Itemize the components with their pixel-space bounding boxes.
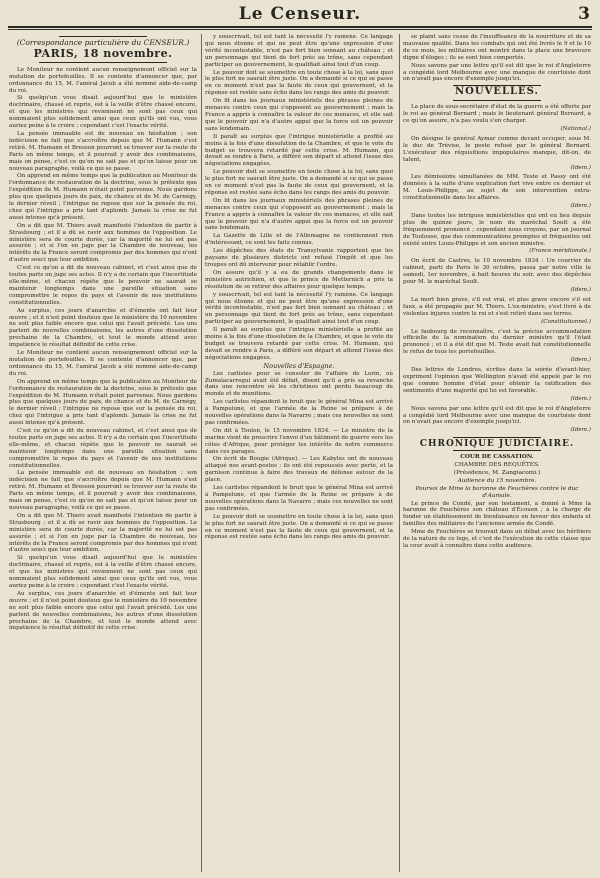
article-paragraph: On apprend en même temps que la publication au Moniteur de l'ordonnance de restauration de la doctrine, sous le prétexte que l'expédition de M. Humann n'était point parvenue. Nous gardons plus que quelques jours de paix, de chance et de M. de Carnégy, le dernier réveil ; l'intrigue ne repose que sur la pensée du roi, chez qui l'intrigue a pris tant d'aplomb. Jamais la crise ne fut aussi intense qu'à présent. — [9, 173, 197, 221]
column-divider — [201, 34, 202, 872]
article-paragraph: Le pouvoir doit se soumettre en toute chose à la loi, sans quoi le plus fort ne saurait être juste. On a demandé si ce qui se passe en ce moment n'est pas la faute de ceux qui gouvernent, et la réponse est restée sans écho dans les rangs des amis du pouvoir. — [205, 169, 393, 196]
article-paragraph: Les carlistes répandent le bruit que le général Mina est arrivé à Pampelune, et que l'armée de la Reine se prépare à de nouvelles opérations dans la Navarre ; mais ces nouvelles ne sont pas confirmées. — [205, 399, 393, 426]
section-heading: Nouvelles d'Espagne. — [263, 361, 335, 370]
news-source: (Idem.) — [570, 287, 591, 293]
news-item: Dans toutes les intrigues ministérielles qui ont eu lieu depuis plus de quinze jours, le nom du maréchal Soult a été fréquemment prononcé ; cependant nous croyons, par un journal de Toulouse, que des communications promptes et fréquentes ont existé entre Louis-Philippe et son ancien ministre. — [403, 212, 591, 247]
article-paragraph: Il paraît au surplus que l'intrigue ministérielle a profité au moins à la fois d'une dissolution de la Chambre, et que le vote du budget se trouvera retardé par cette crise. M. Humann, qui devait se rendre à Paris, a différé son départ et attend l'issue des négociations engagées. — [205, 327, 393, 361]
article-paragraph: On a dit que M. Thiers avait manifesté l'intention de partir à Strasbourg ; et il a dû se ravir aux hommes de l'opposition. Le ministère sera de courte durée, car la majorité ne lui est pas assurée ; et si l'on en juge par la Chambre de nouveau, les intérêts de la France seront compromis par des hommes qui n'ont d'autre souci que leur ambition. — [9, 512, 197, 554]
news-item: On écrit de Castres, le 10 novembre 1834 : Un courrier de cabinet, parti de Paris le 30 octobre, passa par notre ville le samedi, 1er novembre, à huit heures du soir, avec des dépêches pour M. le maréchal Soult. — [403, 258, 591, 286]
column-divider — [399, 34, 400, 872]
article-paragraph: Il paraît au surplus que l'intrigue ministérielle a profité au moins à la fois d'une dissolution de la Chambre, et que le vote du budget se trouvera retardé par cette crise. M. Humann, qui devait se rendre à Paris, a différé son départ et attend l'issue des négociations engagées. — [205, 133, 393, 168]
page-number: 3 — [578, 4, 590, 24]
hearing-date: Audience du 15 novembre. — [457, 477, 537, 484]
news-item: Nous savons par une lettre qu'il est dit que le roi d'Angleterre a congédié lord Melbourne avec une manque de courtoisie dont on n'avait pas encore d'exemple jusqu'ici. — [403, 405, 591, 426]
column-1 — [9, 34, 197, 872]
column-3 — [403, 34, 591, 872]
divider — [453, 100, 541, 101]
masthead-rule — [8, 26, 592, 28]
news-source: (Idem.) — [570, 395, 591, 402]
article-paragraph: C'est ce qu'on a dit du nouveau cabinet, et c'est ainsi que de toutes parts on juge ses actes. Il n'y a de certain que l'incertitude elle-même, et chacun répète que le pouvoir ne saurait se maintenir longtemps dans une pareille situation sans compromettre le repos du pays et l'avenir de nos institutions constitutionnelles. — [9, 265, 197, 306]
dateline: PARIS, 18 novembre. — [33, 46, 173, 60]
case-title: Pourvoi de Mme la baronne de Feuchères contre le duc d'Aumale. — [415, 485, 579, 499]
news-source: (Idem.) — [570, 164, 591, 171]
news-item: On désigne le général Aymar comme devant occuper, sous M. le duc de Trévise, le poste refusé par le général Bernard. L'exécuteur des réquisitions impopulaires manque, dit-on, de talent. — [403, 135, 591, 163]
article-paragraph: La Gazette de Lille et de l'Allemagne ne contiennent rien d'intéressant, ce sont les faits connus. — [205, 233, 393, 247]
article-paragraph: Les carlistes pour se consoler de l'affaire de Lerin, où Zumalacarregui avait été défait, disent qu'il a pris sa revanche dans une rencontre où les christinos ont perdu beaucoup de monde et de munitions. — [205, 370, 393, 398]
article-paragraph: y souscrivait, tel est tant la nécessité l'y ramène. Ce langage qui nous étonne et qui ne peut être qu'une expression d'une vérité incontestable, n'est pas fort bien sonnant au château ; et un personnage qui tient de fort près au trône, sans cependant participer au gouvernement, le qualifiait ainsi tout d'un coup. — [205, 34, 393, 68]
chamber-name: CHAMBRE DES REQUÊTES. — [454, 462, 540, 469]
divider — [453, 437, 541, 438]
divider — [453, 450, 541, 451]
column-2 — [205, 34, 393, 872]
news-source: (Idem.) — [570, 203, 591, 210]
article-paragraph: Au surplus, ces jours d'anarchie et d'émente ont fait leur œuvre ; et il n'est point douteux que le ministère du 10 novembre ne soit plus faible encore que celui qui l'avait précédé. Les uns parlent de nouvelles combinaisons, les autres d'une dissolution prochaine de la Chambre, et tout le monde attend avec impatience le résultat définitif de cette crise. — [9, 307, 197, 349]
article-paragraph: Le pouvoir doit se soumettre en toute chose à la loi, sans quoi le plus fort ne saurait être juste. On a demandé si ce qui se passe en ce moment n'est pas la faute de ceux qui gouvernent, et la réponse est restée sans écho dans les rangs des amis du pouvoir. — [205, 69, 393, 97]
court-name: COUR DE CASSATION. — [460, 454, 534, 461]
news-item: La mort bien grave, s'il est vrai, et plus grave encore s'il est faux, a été propagée par M. Thiers. L'ex-ministre, s'est livré à de violentes injures contre le roi et s'est retiré dans ses terres. — [403, 296, 591, 317]
masthead — [8, 4, 592, 26]
news-item: La place de sous-secrétaire d'état de la guerre a été offerte par le roi au général Bernard ; mais le lieutenant général Bernard, à ce qu'on assure, n'a pas voulu s'en charger. — [403, 104, 591, 125]
newspaper-title: Le Censeur. — [238, 4, 362, 24]
presidency: (Présidence, M. Zangiacomi.) — [453, 469, 541, 476]
article-paragraph: On écrit de Bougie (Afrique). — Les Kabyles ont de nouveau attaqué nos avant-postes ; ils ont été repoussés avec perte, et la garnison continue à faire des travaux de défense autour de la place. — [205, 456, 393, 484]
article-paragraph: Au surplus, ces jours d'anarchie et d'émente ont fait leur œuvre ; et il n'est point douteux que le ministère du 10 novembre ne soit plus faible encore que celui qui l'avait précédé. Les uns parlent de nouvelles combinaisons, les autres d'une dissolution prochaine de la Chambre, et tout le monde attend avec impatience le résultat définitif de cette crise. — [9, 590, 197, 632]
article-paragraph: Le pouvoir doit se soumettre en toute chose à la loi, sans quoi le plus fort ne saurait être juste. On a demandé si ce qui se passe en ce moment n'est pas la faute de ceux qui gouvernent, et la réponse est restée sans écho dans les rangs des amis du pouvoir. — [205, 513, 393, 541]
news-source: (National.) — [560, 125, 591, 132]
article-paragraph: Mme de Feuchères se trouvait dans un débat avec les héritiers de la nature de ce legs, et c'est de l'exécution de cette clause que la cour avait à connaître dans cette audience. — [403, 529, 591, 549]
article-paragraph: Le prince de Condé, par son testament, a donné à Mme la baronne de Feuchères son château d'Écouen ; à la charge de fonder un établissement de bienfaisance en faveur des enfants et familles des militaires de l'ancienne armée de Condé. — [403, 500, 591, 528]
article-paragraph: On assure qu'il y a eu de grands changements dans le ministère autrichien, et que le prince de Metternich a pris la résolution de se retirer des affaires pour quelque temps. — [205, 269, 393, 290]
article-paragraph: C'est ce qu'on a dit du nouveau cabinet, et c'est ainsi que de toutes parts on juge ses actes. Il n'y a de certain que l'incertitude elle-même, et chacun répète que le pouvoir ne saurait se maintenir longtemps dans une pareille situation sans compromettre le repos du pays et l'avenir de nos institutions constitutionnelles. — [9, 428, 197, 469]
article-paragraph: Si quelqu'un vous disait aujourd'hui que le ministère doctrinaire, chassé et repris, est à la veille d'être chassé encore, et que les ministres qui reviennent ne sont pas ceux qui nommaient plus solidement ainsi que ceux qu'ils ont vus, vous auriez peine à le croire ; cependant c'est l'exacte vérité. — [9, 95, 197, 130]
masthead-rule-thin — [8, 29, 592, 30]
article-paragraph: La pensée immuable est de nouveau en hésitation ; son indécision ne fait que s'accroître depuis que M. Humann s'est retiré. M. Humann et Bresson pourront se trouver sur la route de Paris en même temps, et il pourrait y avoir des combinaisons, mais on pense, c'est ce qu'on ne sait pas et qu'on laisse pour un nouveau paragraphe, voilà ce qui se passe. — [9, 470, 197, 511]
article-paragraph: Les carlistes répandent le bruit que le général Mina est arrivé à Pampelune, et que l'armée de la Reine se prépare à de nouvelles opérations dans la Navarre ; mais ces nouvelles ne sont pas confirmées. — [205, 485, 393, 512]
article-paragraph: Nous savons par une lettre qu'il est dit que le roi d'Angleterre a congédié lord Melbourne avec une manque de courtoisie dont on n'avait pas encore d'exemple jusqu'ici. — [403, 62, 591, 83]
article-paragraph: Le Moniteur ne contient aucun renseignement officiel sur la mutation de portefeuilles. Il se contente d'annoncer que, par ordonnance du 15, M. l'amiral Jacob a été nommé aide-de-camp du roi. — [9, 66, 197, 94]
article-paragraph: y souscrivait, tel est tant la nécessité l'y ramène. Ce langage qui nous étonne et qui ne peut être qu'une expression d'une vérité incontestable, n'est pas fort bien sonnant au château ; et un personnage qui tient de fort près au trône, sans cependant participer au gouvernement, le qualifiait ainsi tout d'un coup. — [205, 291, 393, 326]
article-paragraph: On a dit que M. Thiers avait manifesté l'intention de partir à Strasbourg ; et il a dû se ravir aux hommes de l'opposition. Le ministère sera de courte durée, car la majorité ne lui est pas assurée ; et si l'on en juge par la Chambre de nouveau, les intérêts de la France seront compromis par des hommes qui n'ont d'autre souci que leur ambition. — [9, 222, 197, 264]
article-paragraph: se plaint sans cesse de l'insuffisance de la nourriture et de sa mauvaise qualité. Dans les combats qui ont été livrés le 9 et le 10 de ce mois, les militaires ont montré dans la place une bravoure digne d'éloges ; ils se sont bien comportés. — [403, 34, 591, 61]
article-paragraph: On apprend en même temps que la publication au Moniteur de l'ordonnance de restauration de la doctrine, sous le prétexte que l'expédition de M. Humann n'était point parvenue. Nous gardons plus que quelques jours de paix, de chance et de M. de Carnégy, le dernier réveil ; l'intrigue ne repose que sur la pensée du roi, chez qui l'intrigue a pris tant d'aplomb. Jamais la crise ne fut aussi intense qu'à présent. — [9, 378, 197, 427]
article-paragraph: Les dépêches des états de Transylvanie rapportent que les paysans de plusieurs districts ont refusé l'impôt et que les troupes ont dû intervenir pour rétablir l'ordre. — [205, 248, 393, 268]
news-source: (Idem.) — [570, 357, 591, 364]
judicial-heading: CHRONIQUE JUDICIAIRE. — [419, 439, 575, 450]
divider — [59, 36, 147, 37]
news-item: Les démissions simultanées de MM. Teste et Passy ont été données à la suite d'une explication fort vive entre ce dernier et M. Louis-Philippe, au sujet de son intervention extra-constitutionnelle dans les affaires. — [403, 174, 591, 202]
news-heading: NOUVELLES. — [455, 86, 539, 98]
article-paragraph: La pensée immuable est de nouveau en hésitation ; son indécision ne fait que s'accroître depuis que M. Humann s'est retiré. M. Humann et Bresson pourront se trouver sur la route de Paris en même temps, et il pourrait y avoir des combinaisons, mais on pense, c'est ce qu'on ne sait pas et qu'on laisse pour un nouveau paragraphe, voilà ce qui se passe. — [9, 130, 197, 172]
news-item: Des lettres de Londres, écrites dans la soirée d'avant-hier, expriment l'opinion que Wellington n'avait été appelé par le roi que comme homme d'état pour obtenir la ratification des sentiments d'une majorité qui lui est favorable. — [403, 367, 591, 394]
article-paragraph: On lit dans les journaux ministériels des phrases pleines de menaces contre ceux qui s'opposent au gouvernement ; mais la France a appris à connaître la valeur de ces menaces, et elle sait que le pouvoir qui n'a d'autre appui que la force est un pouvoir sans lendemain. — [205, 98, 393, 132]
article-paragraph: On lit dans les journaux ministériels des phrases pleines de menaces contre ceux qui s'opposent au gouvernement ; mais la France a appris à connaître la valeur de ces menaces, et elle sait que le pouvoir qui n'a d'autre appui que la force est un pouvoir sans lendemain. — [205, 197, 393, 232]
divider — [39, 62, 167, 63]
article-paragraph: Si quelqu'un vous disait aujourd'hui que le ministère doctrinaire, chassé et repris, est à la veille d'être chassé encore, et que les ministres qui reviennent ne sont pas ceux qui nommaient plus solidement ainsi que ceux qu'ils ont vus, vous auriez peine à le croire ; cependant c'est l'exacte vérité. — [9, 555, 197, 589]
news-source: (Constitutionnel.) — [541, 318, 591, 325]
news-item: Le faubourg de reconnaître, c'est la précise accommodation officielle de la nomination du dernier ministre qu'il l'était prononcé ; et il a été dit que M. Teste avait fait constitutionnelle le refus de tous les portefeuilles. — [403, 328, 591, 356]
correspondence-heading: (Correspondance particulière du CENSEUR.) — [16, 38, 190, 47]
news-source: (France méridionale.) — [529, 248, 591, 255]
news-source: (Idem.) — [570, 427, 591, 434]
article-paragraph: On dit à Toulon, le 15 novembre 1834. — Le ministre de la marine vient de prescrire l'envoi d'un bâtiment de guerre vers les côtes d'Afrique, pour protéger les intérêts de notre commerce dans ces parages. — [205, 427, 393, 455]
article-paragraph: Le Moniteur ne contient aucun renseignement officiel sur la mutation de portefeuilles. Il se contente d'annoncer que, par ordonnance du 15, M. l'amiral Jacob a été nommé aide-de-camp du roi. — [9, 350, 197, 377]
